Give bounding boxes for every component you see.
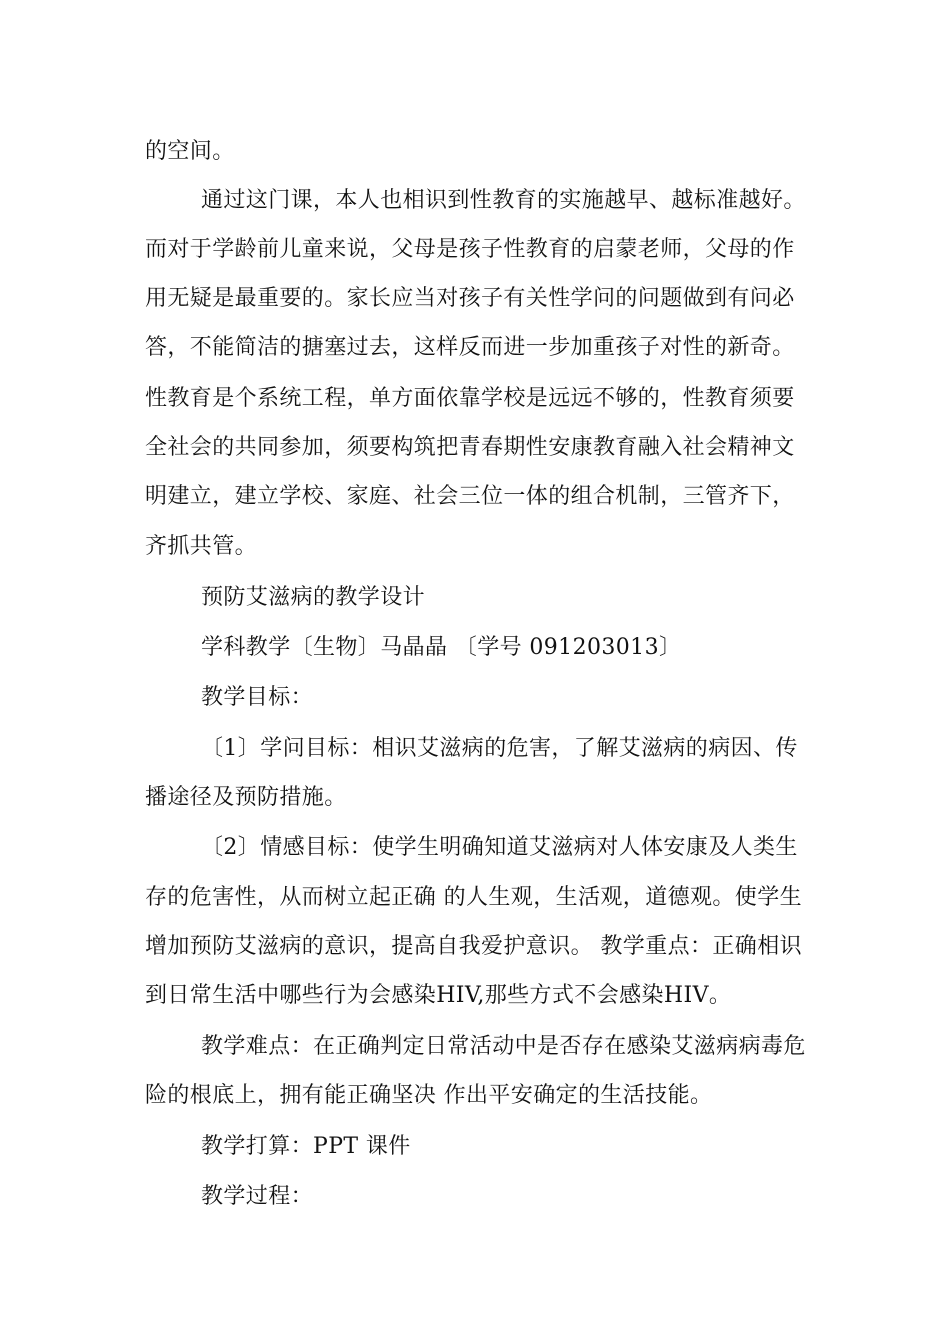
- text-line: 教学打算：PPT 课件: [201, 1134, 411, 1159]
- text-line: 性教育是个系统工程，单方面依靠学校是远远不够的，性教育须要: [145, 386, 795, 411]
- text-line: 到日常生活中哪些行为会感染HIV,那些方式不会感染HIV。: [145, 983, 732, 1008]
- text-line: 答，不能简洁的搪塞过去，这样反而进一步加重孩子对性的新奇。: [145, 335, 795, 360]
- text-line: 存的危害性，从而树立起正确 的人生观，生活观，道德观。使学生: [145, 885, 802, 910]
- text-line: 〔1〕学问目标：相识艾滋病的危害，了解艾滋病的病因、传: [201, 736, 798, 761]
- text-line: 教学难点：在正确判定日常活动中是否存在感染艾滋病病毒危: [201, 1034, 806, 1059]
- text-line: 用无疑是最重要的。家长应当对孩子有关性学问的问题做到有问必: [145, 286, 795, 311]
- text-line: 〔2〕情感目标：使学生明确知道艾滋病对人体安康及人类生: [201, 835, 798, 860]
- text-line: 齐抓共管。: [145, 534, 258, 559]
- text-line: 明建立，建立学校、家庭、社会三位一体的组合机制，三管齐下，: [145, 484, 795, 509]
- text-line: 险的根底上，拥有能正确坚决 作出平安确定的生活技能。: [145, 1083, 713, 1108]
- section-title: 预防艾滋病的教学设计: [201, 585, 426, 610]
- text-line: 教学过程：: [201, 1184, 314, 1209]
- text-line: 的空间。: [145, 139, 235, 164]
- text-line: 播途径及预防措施。: [145, 785, 347, 810]
- author-line: 学科教学〔生物〕马晶晶 〔学号 091203013〕: [201, 635, 682, 660]
- text-line: 全社会的共同参加，须要构筑把青春期性安康教育融入社会精神文: [145, 435, 795, 460]
- text-line: 通过这门课，本人也相识到性教育的实施越早、越标准越好。: [201, 188, 806, 213]
- text-line: 而对于学龄前儿童来说，父母是孩子性教育的启蒙老师，父母的作: [145, 237, 795, 262]
- text-line: 增加预防艾滋病的意识，提高自我爱护意识。 教学重点：正确相识: [145, 934, 802, 959]
- text-line: 教学目标：: [201, 685, 314, 710]
